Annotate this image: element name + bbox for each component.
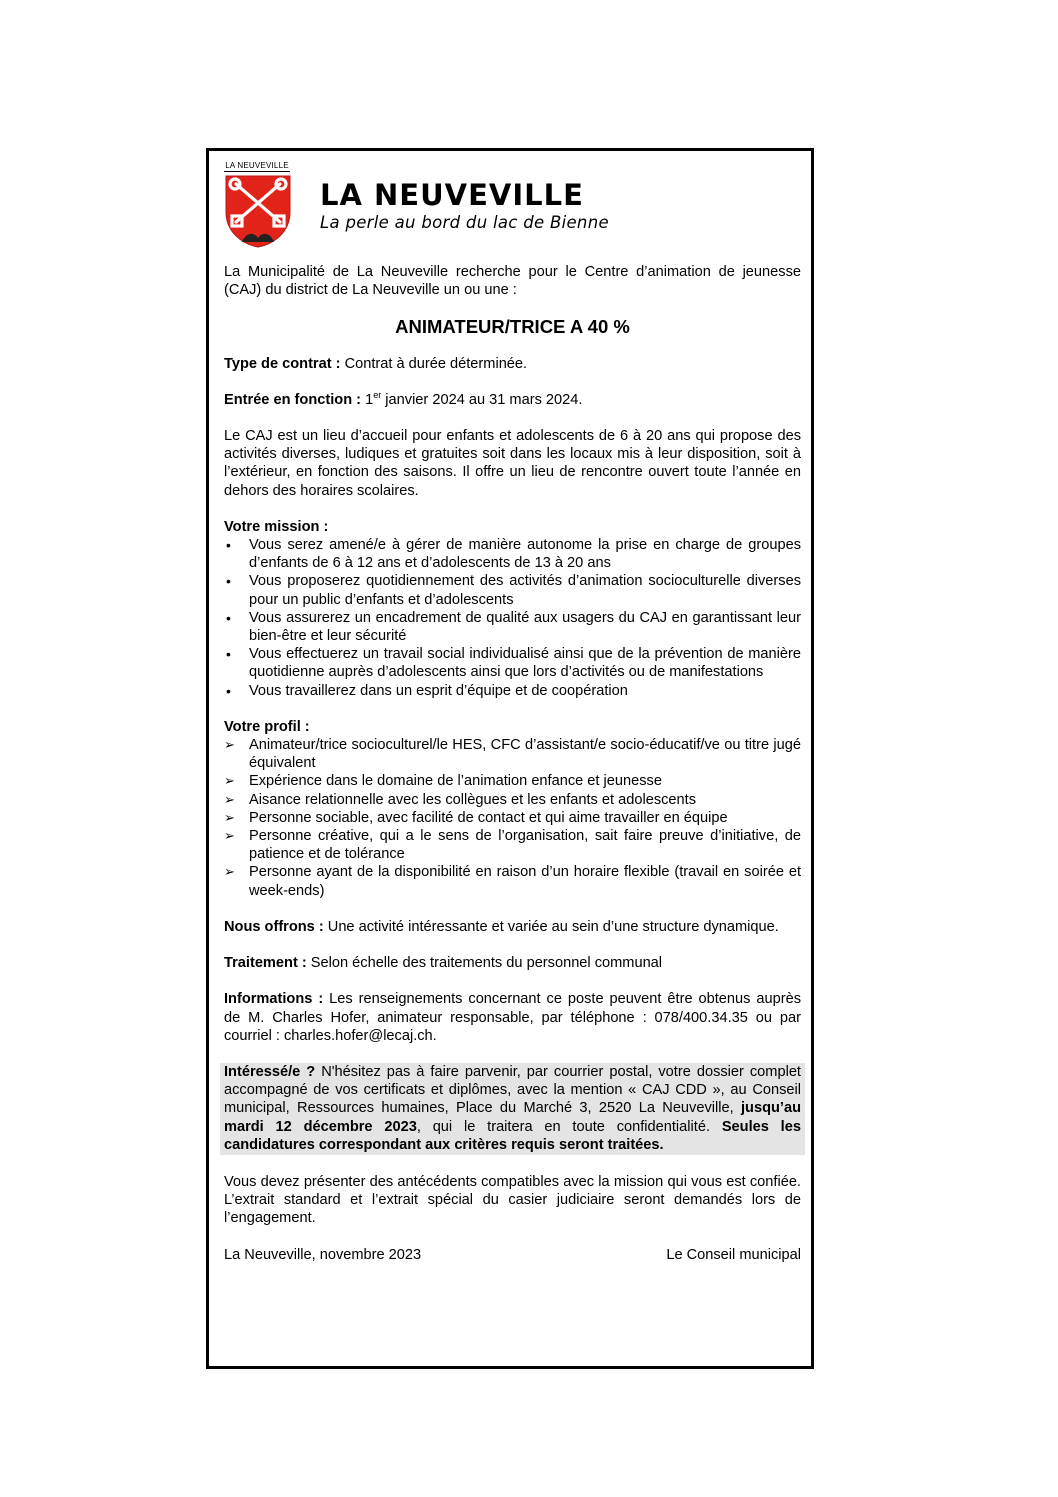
list-item: ➢ Personne ayant de la disponibilité en raison d’un horaire flexible (travail en soirée et week-ends) [224,864,801,899]
list-item: • Vous serez amené/e à gérer de manière autonome la prise en charge de groupes d’enfants de 6 à 12 ans et d’adolescents de 13 à 20 ans [226,537,801,572]
contract-value: Contrat à durée déterminée. [344,355,528,372]
apply-paragraph [220,1063,805,1155]
town-heading [320,179,609,232]
start-date [224,391,801,409]
info-label: Informations : [224,991,324,1008]
crest-keys-icon [224,172,292,248]
signature: Le Conseil municipal [666,1246,801,1263]
contract-type [224,355,801,373]
bullet-icon: • [226,609,231,626]
bullet-icon: • [226,573,231,590]
start-day-suffix: er [373,389,382,400]
salary-paragraph [224,954,801,972]
contract-label: Type de contrat : [224,355,341,372]
footer [224,1246,801,1264]
arrow-icon: ➢ [224,737,235,753]
mission-list [224,536,801,700]
arrow-icon: ➢ [224,773,235,789]
background-check-paragraph: Vous devez présenter des antécédents compatibles avec la mission qui vous est confiée. L’extrait standard et l’extrait spécial du casier judiciaire seront demandés lors de l’engagement. [224,1173,801,1227]
coat-of-arms [224,161,292,253]
apply-label: Intéressé/e ? [224,1063,316,1080]
place-date: La Neuveville, novembre 2023 [224,1246,422,1263]
town-motto: La perle au bord du lac de Bienne [320,213,609,232]
offer-paragraph [224,918,801,936]
salary-value: Selon échelle des traitements du personnel communal [310,955,663,972]
list-item: ➢ Aisance relationnelle avec les collègues et les enfants et adolescents [224,791,697,808]
offer-value: Une activité intéressante et variée au sein d’une structure dynamique. [327,918,779,935]
offer-label: Nous offrons : [224,918,324,935]
mission-heading: Votre mission : [224,518,329,535]
list-item: • Vous assurerez un encadrement de qualité aux usagers du CAJ en garantissant leur bien-être et leur sécurité [226,609,801,645]
salary-label: Traitement : [224,955,307,972]
bullet-icon: • [226,537,231,554]
letterhead [224,161,801,249]
profile-heading: Votre profil : [224,718,310,735]
arrow-icon: ➢ [224,791,235,807]
list-item: ➢ Personne sociable, avec facilité de contact et qui aime travailler en équipe [224,809,728,826]
apply-notice: Seules les candidatures correspondant aux critères requis seront traitées. [224,1118,801,1153]
list-item: ➢ Expérience dans le domaine de l’animation enfance et jeunesse [224,773,662,790]
list-item: • Vous proposerez quotidiennement des activités d’animation socioculturelle diverses pour un public d’enfants et d’adolescents [226,573,801,608]
apply-text: N'hésitez pas à faire parvenir, par courrier postal, votre dossier complet accompagné de vos certificats et diplômes, avec la mention « CAJ CDD », au Conseil municipal, Ressources humaines, Place du Marché 3, 2520 La Neuveville, [224,1063,801,1117]
job-title: ANIMATEUR/TRICE A 40 % [395,316,630,338]
info-value: Les renseignements concernant ce poste peuvent être obtenus auprès de M. Charles Hofer, animateur responsable, par téléphone : 078/400.34.35 ou par courriel : charles.hofer@lecaj.ch. [224,991,802,1044]
arrow-icon: ➢ [224,809,235,825]
list-item: ➢ Personne créative, qui a le sens de l’organisation, sait faire preuve d’initiative, de patience et de tolérance [224,828,801,863]
list-item: • Vous effectuerez un travail social individualisé ainsi que de la prévention de manière quotidienne auprès d’adolescents ainsi que lors d’activités ou de manifestations [226,646,801,681]
info-paragraph [224,990,801,1045]
arrow-icon: ➢ [224,828,235,844]
arrow-icon: ➢ [224,864,235,880]
crest-label: LA NEUVEVILLE [225,161,289,170]
start-value: janvier 2024 au 31 mars 2024. [385,391,583,408]
apply-deadline: jusqu’au mardi 12 décembre 2023 [224,1100,801,1135]
profile-list [224,736,801,900]
bullet-icon: • [226,646,231,663]
list-item: • Vous travaillerez dans un esprit d’équipe et de coopération [226,682,628,699]
list-item: ➢ Animateur/trice socioculturel/le HES, CFC d’assistant/e socio-éducatif/ve ou titre jugé équivalent [224,737,801,772]
town-name: LA NEUVEVILLE [320,178,584,212]
document-frame [206,148,814,1369]
caj-description: Le CAJ est un lieu d’accueil pour enfants et adolescents de 6 à 20 ans qui propose des activités diverses, ludiques et gratuites soit dans les locaux mis à leur disposition, soit à l’extérieur, en fonction des saisons. Il offre un lieu de rencontre ouvert toute l’année en dehors des horaires scolaires. [224,428,801,499]
intro-paragraph: La Municipalité de La Neuveville recherche pour le Centre d’animation de jeunesse (CAJ) du district de La Neuveville un ou une : [224,264,801,299]
apply-text-end: , qui le traitera en toute confidentialité. [416,1118,710,1135]
bullet-icon: • [226,682,231,699]
start-label: Entrée en fonction : [224,391,362,408]
start-day: 1 [365,391,374,408]
job-posting-body [224,263,801,1264]
